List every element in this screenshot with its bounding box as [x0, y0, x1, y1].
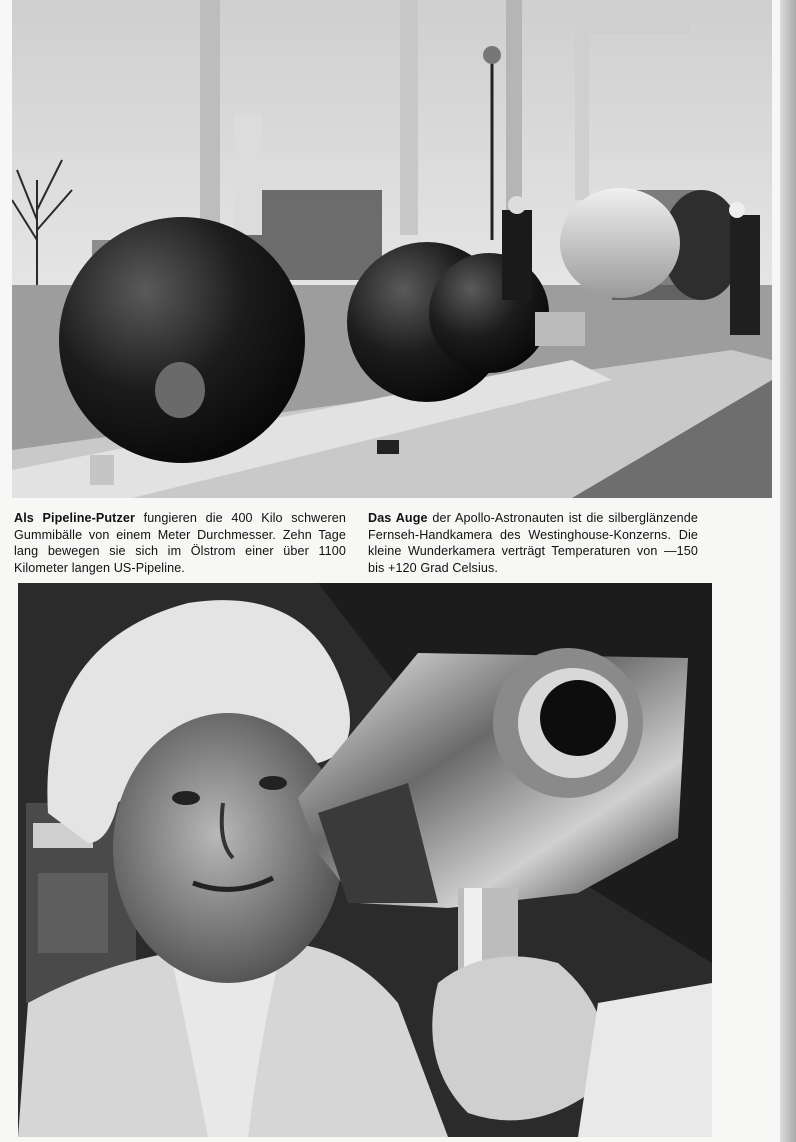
- camera-man-illustration: [18, 583, 712, 1137]
- caption-pipeline-lead: Als Pipeline-Putzer: [14, 511, 135, 525]
- caption-pipeline: [14, 510, 346, 576]
- pipeline-balls-illustration: [12, 0, 772, 498]
- caption-camera-lead: Das Auge: [368, 511, 428, 525]
- page-binding-edge: [780, 0, 796, 1142]
- caption-pipeline-body: fungieren die 400 Kilo schweren Gummibälle von einem Meter Durchmesser. Zehn Tage lang bewegen sie sich im Ölstrom einer über 1100 Kilometer langen US-Pipeline.: [14, 511, 346, 575]
- caption-camera: [368, 510, 698, 576]
- camera-man-photo: [18, 583, 712, 1137]
- pipeline-balls-photo: [12, 0, 772, 498]
- caption-camera-body: der Apollo-Astronauten ist die silberglänzende Fernseh-Handkamera des Westinghouse-Konzerns. Die kleine Wunderkamera verträgt Temperaturen von —150 bis +120 Grad Celsius.: [368, 511, 698, 575]
